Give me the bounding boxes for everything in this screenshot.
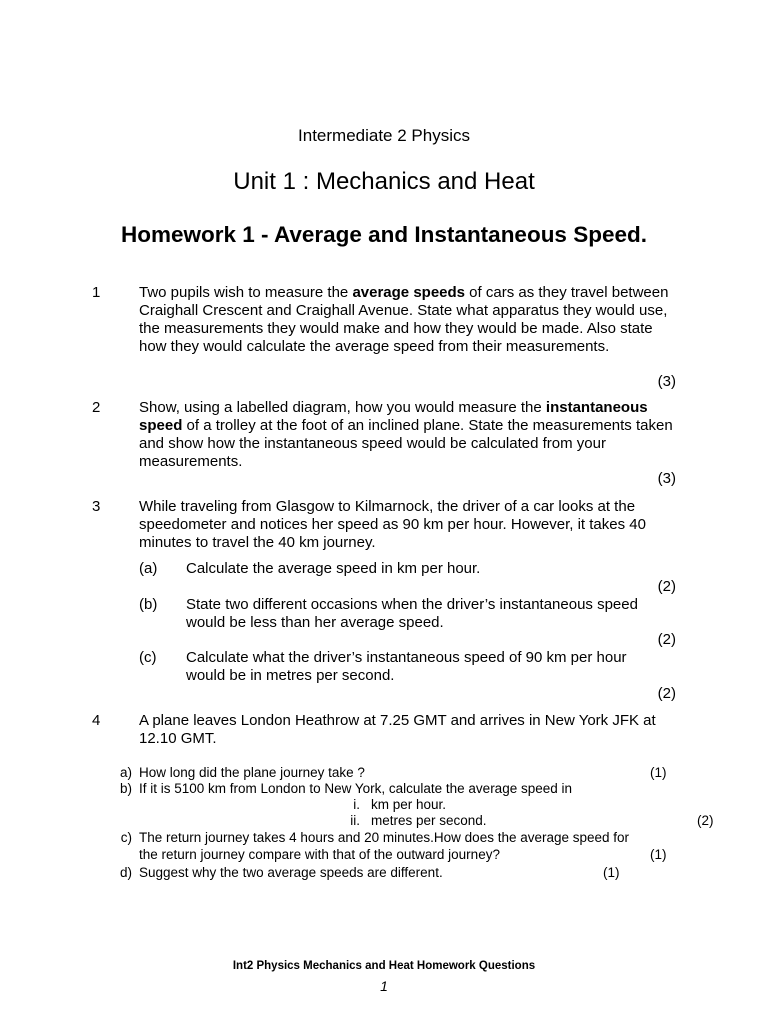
question-4b-ii-text: metres per second. (371, 813, 487, 828)
page-number: 1 (380, 978, 388, 994)
question-2-text (139, 399, 679, 471)
question-1-text-pre: Two pupils wish to measure the (139, 284, 353, 301)
question-4-number: 4 (92, 712, 101, 729)
question-2-number: 2 (92, 399, 101, 416)
question-4c-text-line2: the return journey compare with that of the outward journey? (139, 847, 500, 862)
question-2-bold-term: instantaneous speed (139, 399, 648, 434)
question-3a-label: (a) (139, 560, 158, 577)
question-1-bold-term: average speeds (352, 284, 466, 301)
question-2-marks: (3) (657, 470, 676, 487)
question-4b-text: If it is 5100 km from London to New York, calculate the average speed in (139, 781, 573, 796)
question-2-text-pre: Show, using a labelled diagram, how you would measure the (139, 399, 546, 416)
question-4a-text: How long did the plane journey take ? (139, 765, 365, 780)
question-4a-marks: (1) (650, 765, 667, 780)
document-subtitle: Intermediate 2 Physics (298, 126, 470, 145)
question-3b-label: (b) (139, 596, 158, 613)
homework-title: Homework 1 - Average and Instantaneous Speed. (121, 222, 647, 247)
question-3c-text: Calculate what the driver’s instantaneous speed of 90 km per hour would be in metres per second. (186, 649, 627, 684)
question-4c-marks: (1) (650, 847, 667, 862)
question-1-text-post: of cars as they travel between Craighall Crescent and Craighall Avenue. State what apparatus they would use, the measurements they would make and how they would be made. Also state how they would calculate the average speed from their measurements. (139, 284, 669, 355)
question-3b-text: State two different occasions when the driver’s instantaneous speed would be less than her average speed. (186, 596, 638, 631)
question-4b-ii-label: ii. (350, 813, 360, 828)
question-3-number: 3 (92, 498, 101, 515)
question-4b-marks: (2) (697, 813, 714, 828)
question-4d-marks: (1) (603, 865, 620, 880)
question-2-text-post: of a trolley at the foot of an inclined plane. State the measurements taken and show how the instantaneous speed would be calculated from your measurements. (139, 417, 673, 470)
question-4a-label: a) (119, 765, 132, 780)
question-4-text: A plane leaves London Heathrow at 7.25 GMT and arrives in New York JFK at 12.10 GMT. (139, 712, 656, 747)
question-1-marks: (3) (657, 373, 676, 390)
question-4d-text: Suggest why the two average speeds are different. (139, 865, 443, 880)
question-4b-label: b) (119, 781, 132, 796)
question-3-text: While traveling from Glasgow to Kilmarnock, the driver of a car looks at the speedometer and notices her speed as 90 km per hour. However, it takes 40 minutes to travel the 40 km journey. (139, 498, 646, 551)
question-4c-text-line1: The return journey takes 4 hours and 20 minutes.How does the average speed for (139, 830, 630, 845)
question-1-text (139, 284, 679, 356)
question-4b-i-text: km per hour. (371, 797, 447, 812)
question-3b-marks: (2) (657, 631, 676, 648)
unit-title: Unit 1 : Mechanics and Heat (233, 168, 535, 195)
question-4d-label: d) (119, 865, 132, 880)
question-3a-text: Calculate the average speed in km per hour. (186, 560, 481, 577)
question-4b-i-label: i. (353, 797, 360, 812)
page-footer: Int2 Physics Mechanics and Heat Homework Questions (232, 960, 536, 972)
question-3a-marks: (2) (657, 578, 676, 595)
question-3c-label: (c) (139, 649, 157, 666)
question-3c-marks: (2) (657, 685, 676, 702)
question-4c-label: c) (120, 830, 132, 845)
question-1-number: 1 (92, 284, 101, 301)
